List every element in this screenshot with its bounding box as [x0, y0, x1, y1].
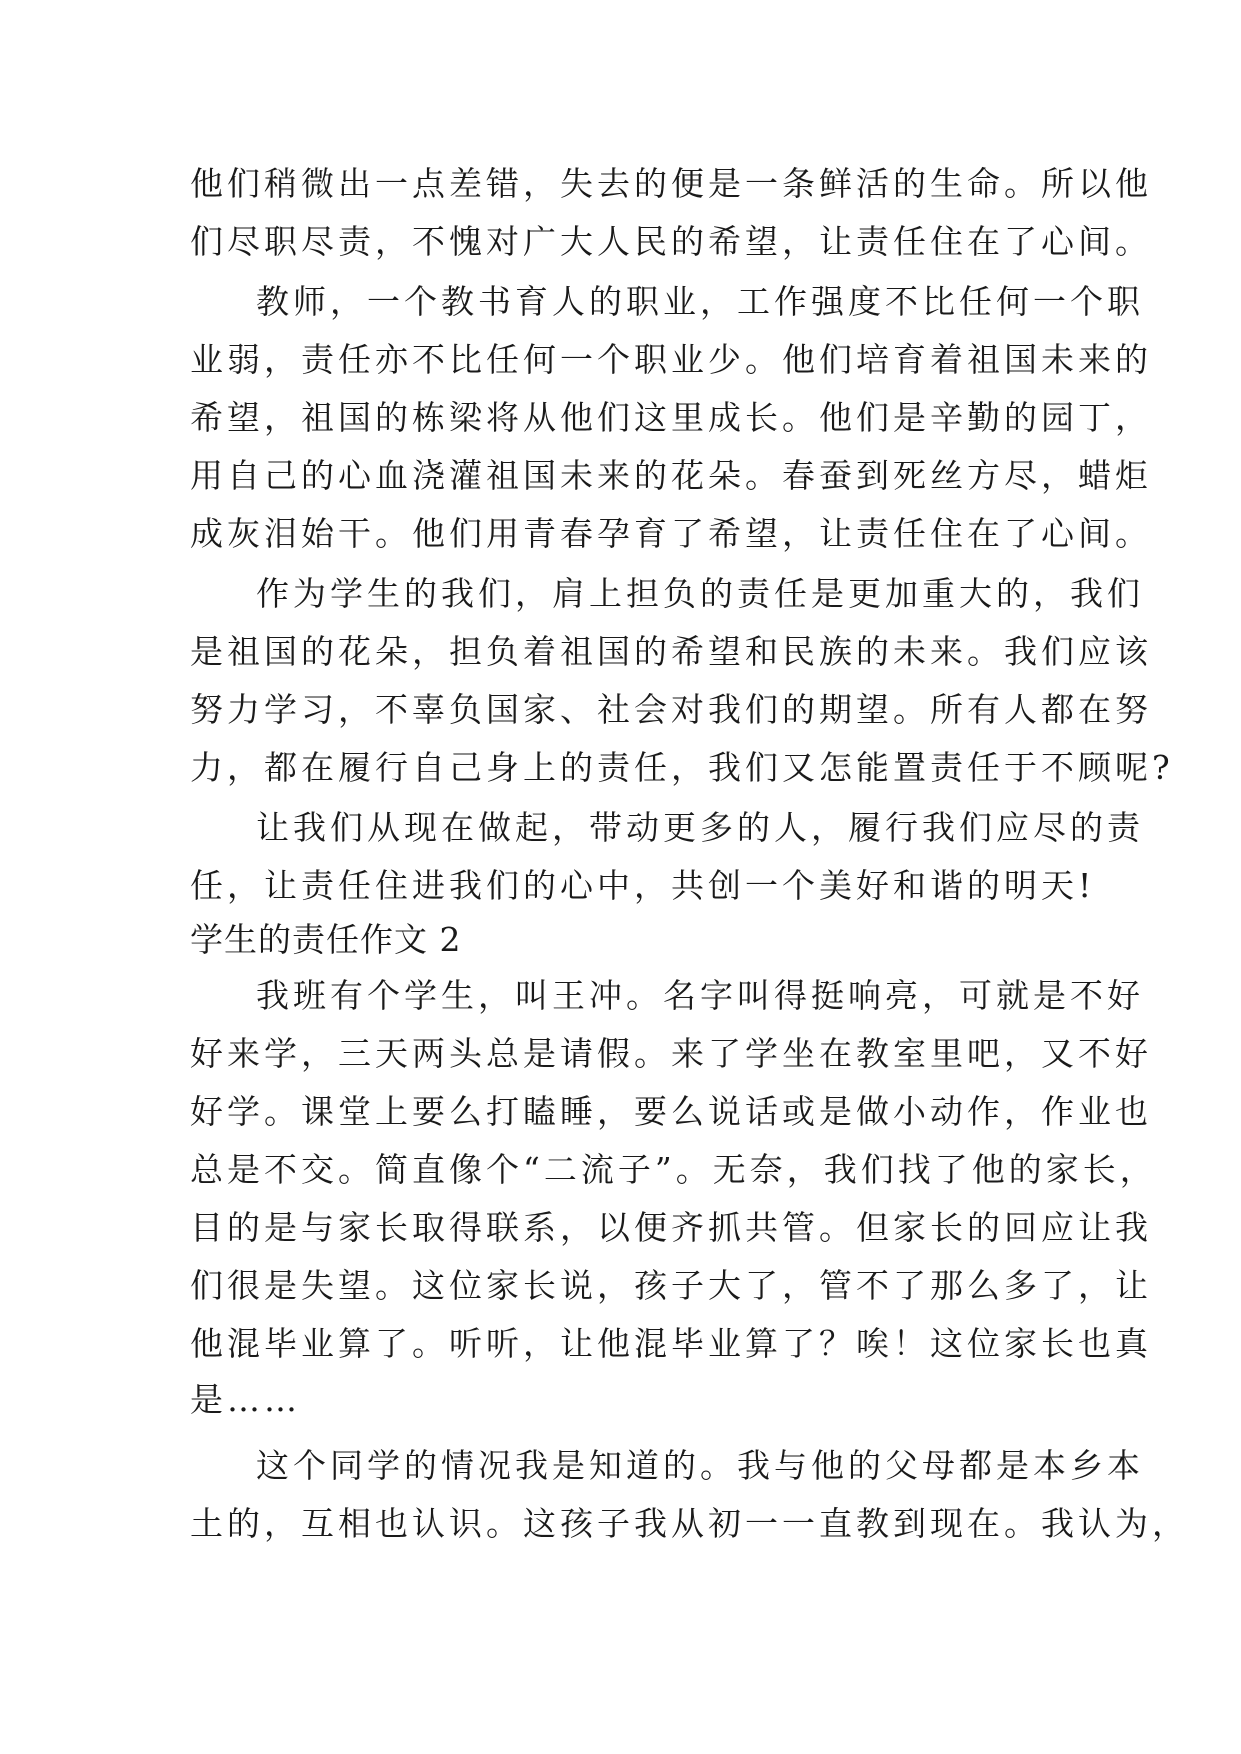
text-line-13: 任，让责任住进我们的心中，共创一个美好和谐的明天!: [190, 866, 1096, 905]
text-line-18: 总是不交。简直像个“二流子”。无奈，我们找了他的家长，: [190, 1150, 1157, 1189]
text-line-19: 目的是与家长取得联系，以便齐抓共管。但家长的回应让我: [190, 1208, 1152, 1247]
text-line-8: 作为学生的我们，肩上担负的责任是更加重大的，我们: [256, 574, 1144, 613]
section-heading: 学生的责任作文 2: [190, 920, 462, 959]
text-line-20: 们很是失望。这位家长说，孩子大了，管不了那么多了，让: [190, 1266, 1152, 1305]
text-line-9: 是祖国的花朵，担负着祖国的希望和民族的未来。我们应该: [190, 632, 1152, 671]
text-line-1: 他们稍微出一点差错，失去的便是一条鲜活的生命。所以他: [190, 164, 1152, 203]
text-line-24: 土的，互相也认识。这孩子我从初一一直教到现在。我认为，: [190, 1504, 1189, 1543]
text-line-11: 力，都在履行自己身上的责任，我们又怎能置责任于不顾呢?: [190, 748, 1174, 787]
text-line-4: 业弱，责任亦不比任何一个职业少。他们培育着祖国未来的: [190, 340, 1152, 379]
text-line-2: 们尽职尽责，不愧对广大人民的希望，让责任住在了心间。: [190, 222, 1152, 261]
text-line-23: 这个同学的情况我是知道的。我与他的父母都是本乡本: [256, 1446, 1144, 1485]
text-line-5: 希望，祖国的栋梁将从他们这里成长。他们是辛勤的园丁，: [190, 398, 1152, 437]
text-line-15: 我班有个学生，叫王冲。名字叫得挺响亮，可就是不好: [256, 976, 1144, 1015]
text-line-12: 让我们从现在做起，带动更多的人，履行我们应尽的责: [256, 808, 1144, 847]
text-line-6: 用自己的心血浇灌祖国未来的花朵。春蚕到死丝方尽，蜡炬: [190, 456, 1152, 495]
text-line-16: 好来学，三天两头总是请假。来了学坐在教室里吧，又不好: [190, 1034, 1152, 1073]
text-line-21: 他混毕业算了。听听，让他混毕业算了？唉！这位家长也真: [190, 1324, 1152, 1363]
text-line-7: 成灰泪始干。他们用青春孕育了希望，让责任住在了心间。: [190, 514, 1152, 553]
text-line-17: 好学。课堂上要么打瞌睡，要么说话或是做小动作，作业也: [190, 1092, 1152, 1131]
text-line-3: 教师，一个教书育人的职业，工作强度不比任何一个职: [256, 282, 1144, 321]
text-line-10: 努力学习，不辜负国家、社会对我们的期望。所有人都在努: [190, 690, 1152, 729]
text-line-22: 是……: [190, 1380, 301, 1419]
